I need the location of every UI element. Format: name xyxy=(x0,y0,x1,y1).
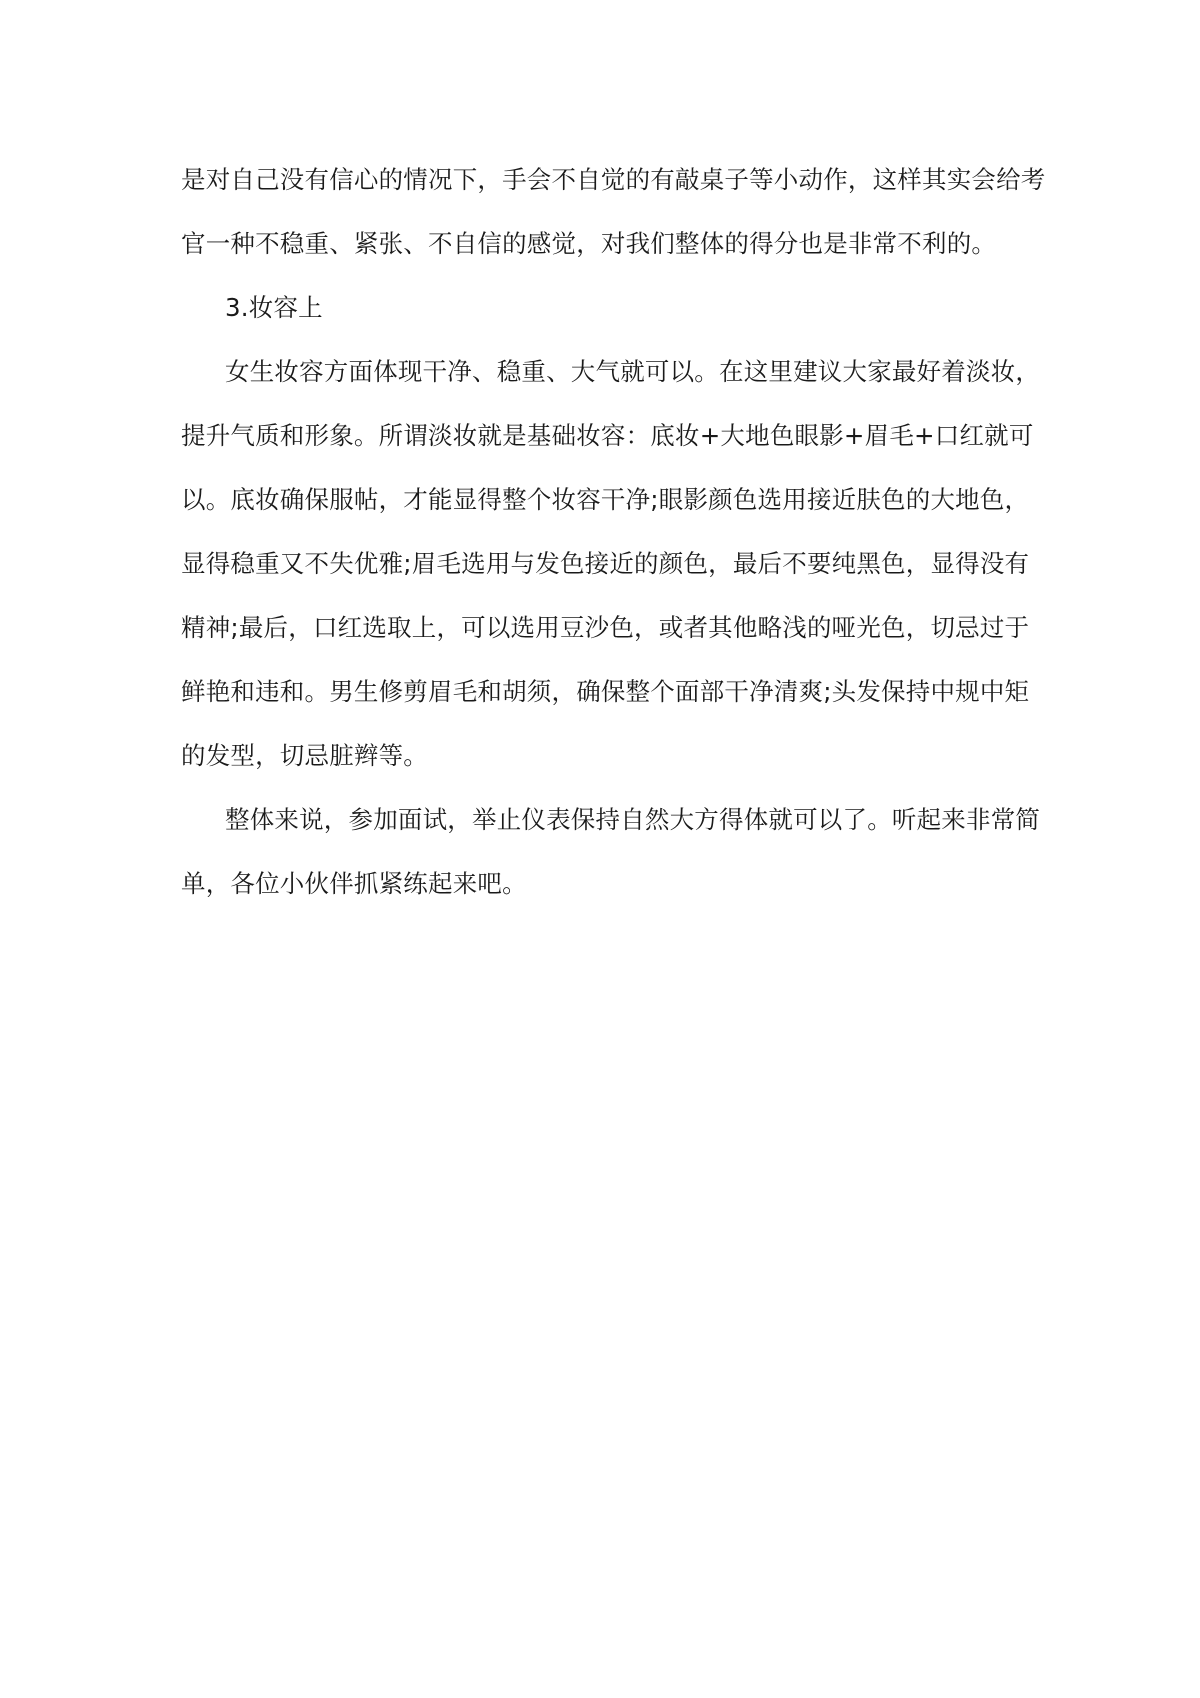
paragraph-line: 提升气质和形象。所谓淡妆就是基础妆容：底妆+大地色眼影+眉毛+口红就可 xyxy=(181,421,1034,450)
paragraph-line: 的发型，切忌脏辫等。 xyxy=(181,741,428,770)
paragraph-line: 官一种不稳重、紧张、不自信的感觉，对我们整体的得分也是非常不利的。 xyxy=(181,229,997,258)
paragraph-line: 鲜艳和违和。男生修剪眉毛和胡须，确保整个面部干净清爽;头发保持中规中矩 xyxy=(181,677,1030,706)
summary-paragraph xyxy=(181,796,1041,924)
section-heading xyxy=(181,284,1031,348)
paragraph-line: 显得稳重又不失优雅;眉毛选用与发色接近的颜色，最后不要纯黑色，显得没有 xyxy=(181,549,1030,578)
paragraph-line: 单，各位小伙伴抓紧练起来吧。 xyxy=(181,869,527,898)
makeup-paragraph xyxy=(181,348,1041,796)
paragraph-line: 是对自己没有信心的情况下，手会不自觉的有敲桌子等小动作，这样其实会给考 xyxy=(181,165,1046,194)
continuation-paragraph xyxy=(181,156,1046,284)
paragraph-line: 以。底妆确保服帖，才能显得整个妆容干净;眼影颜色选用接近肤色的大地色， xyxy=(181,485,1030,514)
paragraph-line: 女生妆容方面体现干净、稳重、大气就可以。在这里建议大家最好着淡妆， xyxy=(225,357,1041,386)
paragraph-line: 精神;最后，口红选取上，可以选用豆沙色，或者其他略浅的哑光色，切忌过于 xyxy=(181,613,1030,642)
section-heading-text: 3.妆容上 xyxy=(225,293,323,322)
document-body xyxy=(181,156,1046,924)
paragraph-line: 整体来说，参加面试，举止仪表保持自然大方得体就可以了。听起来非常简 xyxy=(225,805,1041,834)
